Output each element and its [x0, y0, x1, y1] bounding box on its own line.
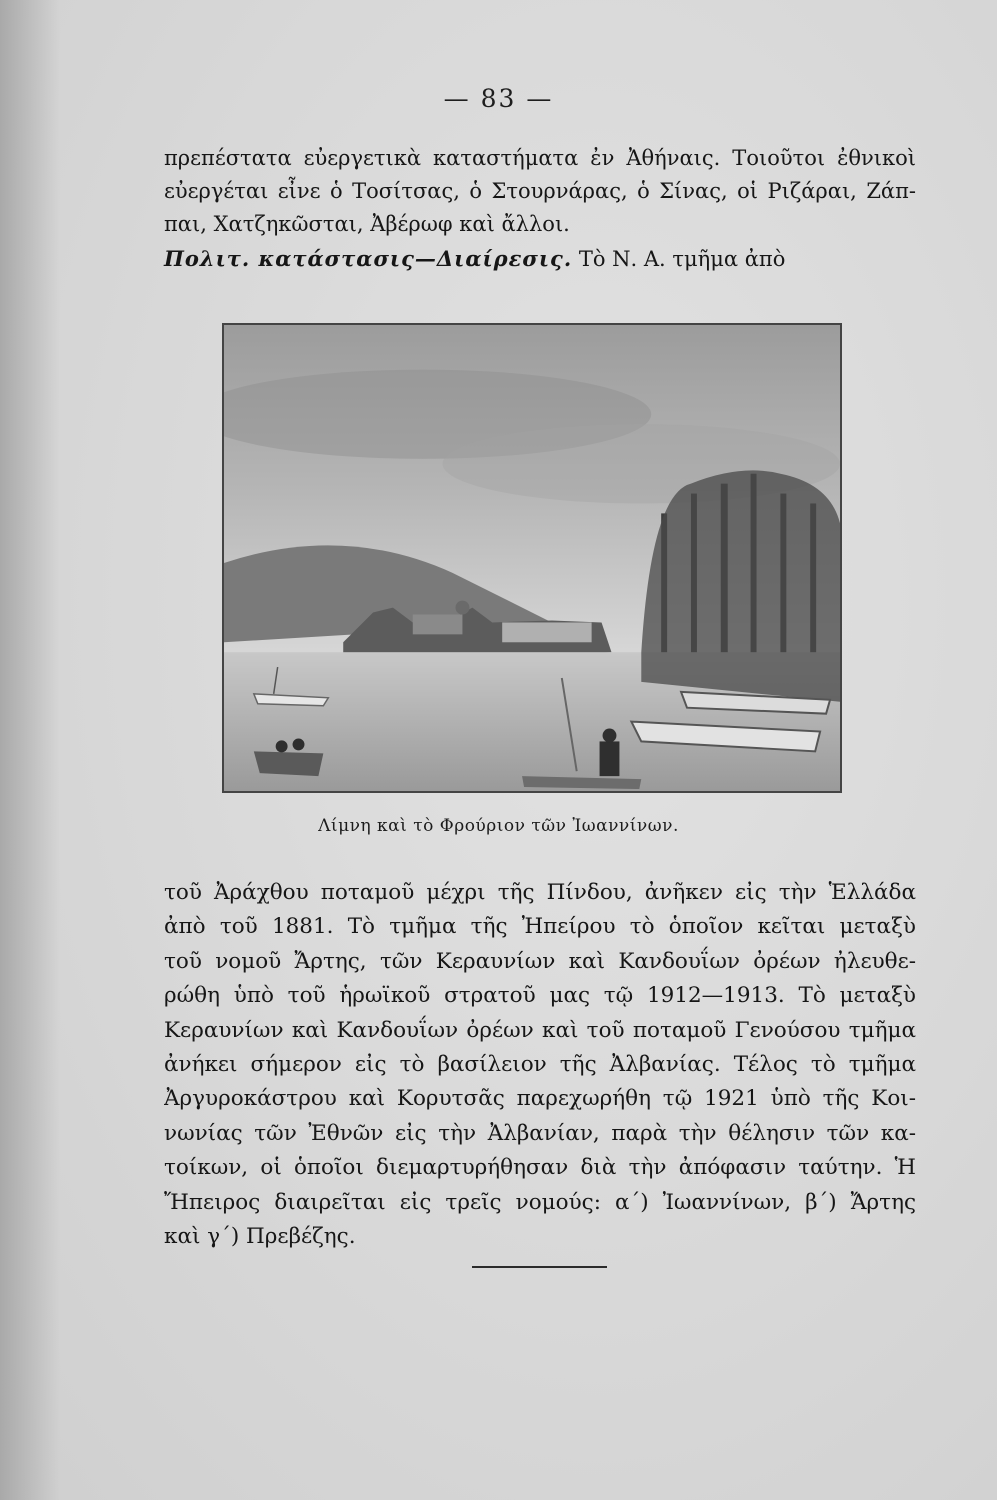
text-line: τοῦ νομοῦ Ἄρτης, τῶν Κεραυνίων καὶ Κανδουΐων ὀρέων ἠλευθε-	[164, 948, 916, 974]
figure-caption: Λίμνη καὶ τὸ Φρούριον τῶν Ἰωαννίνων.	[318, 816, 679, 836]
text-line: Κεραυνίων καὶ Κανδουΐων ὀρέων καὶ τοῦ ποταμοῦ Γενούσου τμῆμα	[164, 1017, 916, 1043]
text-line: τοίκων, οἱ ὁποῖοι διεμαρτυρήθησαν διὰ τὴν ἀπόφασιν ταύτην. Ἡ	[164, 1155, 916, 1181]
text-line: Ἤπειρος διαιρεῖται εἰς τρεῖς νομούς: α΄) Ἰωαννίνων, β΄) Ἄρτης	[164, 1189, 916, 1215]
text-line: πρεπέστατα εὐεργετικὰ καταστήματα ἐν Ἀθήναις. Τοιοῦτοι ἐθνικοὶ	[164, 146, 916, 170]
section-heading-bold: Πολιτ. κατάστασις—Διαίρεσις.	[164, 246, 573, 271]
text-line: ἀνήκει σήμερον εἰς τὸ βασίλειον τῆς Ἀλβανίας. Τέλος τὸ τμῆμα	[164, 1052, 916, 1078]
page-number: — 83 —	[443, 84, 554, 113]
closing-rule	[472, 1266, 607, 1268]
text-line: Ἀργυροκάστρου καὶ Κορυτσᾶς παρεχωρήθη τῷ 1921 ὑπὸ τῆς Κοι-	[164, 1086, 916, 1112]
text-line: ρώθη ὑπὸ τοῦ ἡρωϊκοῦ στρατοῦ μας τῷ 1912—1913. Τὸ μεταξὺ	[164, 983, 916, 1009]
text-line: ἀπὸ τοῦ 1881. Τὸ τμῆμα τῆς Ἠπείρου τὸ ὁποῖον κεῖται μεταξὺ	[164, 914, 916, 940]
photo-illustration	[224, 325, 840, 791]
text-line: εὐεργέται εἶνε ὁ Τοσίτσας, ὁ Στουρνάρας, ὁ Σίνας, οἱ Ριζάραι, Ζάπ-	[164, 179, 916, 203]
section-heading-rest: Τὸ Ν. Α. τμῆμα ἀπὸ	[572, 247, 786, 271]
bottom-paragraph	[164, 876, 916, 1254]
lake-fortress-photo	[222, 323, 842, 793]
section-heading	[164, 242, 916, 276]
binding-shadow	[0, 0, 60, 1500]
text-line: τοῦ Ἀράχθου ποταμοῦ μέχρι τῆς Πίνδου, ἀνῆκεν εἰς τὴν Ἑλλάδα	[164, 880, 916, 905]
text-line: νωνίας τῶν Ἐθνῶν εἰς τὴν Ἀλβανίαν, παρὰ τὴν θέλησιν τῶν κα-	[164, 1120, 916, 1146]
text-line: καὶ γ΄) Πρεβέζης.	[164, 1224, 356, 1250]
text-line: παι, Χατζηκῶσται, Ἀβέρωφ καὶ ἄλλοι.	[164, 212, 570, 236]
top-paragraph	[164, 142, 916, 241]
